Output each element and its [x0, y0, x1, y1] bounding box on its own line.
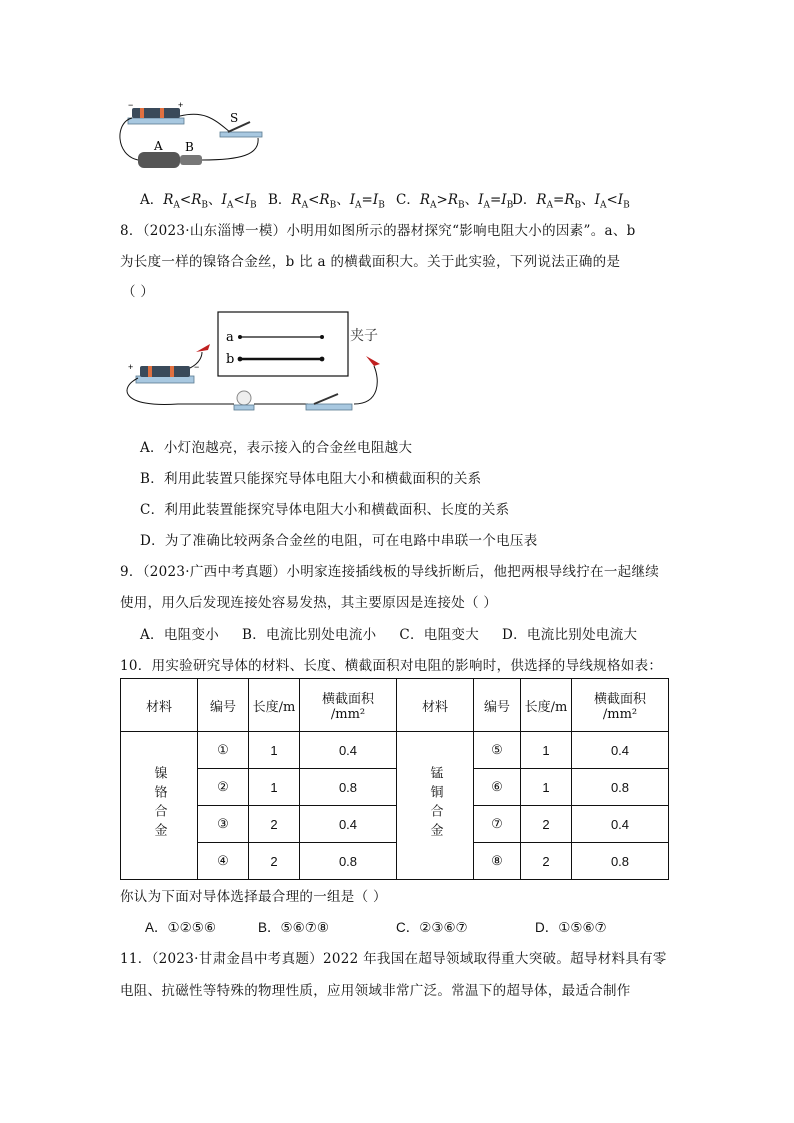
battery-plus: +: [178, 100, 184, 110]
q7-option-d: D．$R_A=R_B$、$I_A<I_B$: [512, 192, 630, 211]
q7-option-c-letter: C．: [396, 192, 420, 208]
battery-minus-8: −: [194, 362, 200, 372]
header-area-2: 横截面积 /mm²: [572, 679, 669, 732]
cell-length: 2: [521, 843, 572, 880]
header-area-unit: /mm²: [330, 707, 366, 722]
header-id-2: 编号: [474, 679, 521, 732]
cell-area: 0.8: [300, 769, 397, 806]
q9-line-1: 9．（2023·广西中考真题）小明家连接插线板的导线折断后，他把两根导线拧在一起继续: [120, 564, 660, 580]
q10-option-a: A．①②⑤⑥: [145, 920, 216, 936]
q8-line-2: 为长度一样的镍铬合金丝，b 比 a 的横截面积大。关于此实验，下列说法正确的是: [120, 254, 621, 270]
cell-id: ④: [198, 843, 249, 880]
wire-b-label: b: [226, 352, 235, 367]
cell-id: ⑥: [474, 769, 521, 806]
header-material: 材料: [121, 679, 198, 732]
right-clip-icon: [366, 356, 380, 366]
q7-option-b: B．$R_A<R_B$、$I_A=I_B$: [268, 192, 385, 211]
q9-line-2: 使用，用久后发现连接处容易发热，其主要原因是连接处（ ）: [120, 595, 498, 611]
q8-option-c: C．利用此装置能探究导体电阻大小和横截面积、长度的关系: [140, 502, 510, 518]
cell-length: 2: [249, 806, 300, 843]
cell-length: 2: [249, 843, 300, 880]
switch-label: S: [230, 111, 239, 125]
battery-body: [132, 108, 180, 118]
header-length-2: 长度/m: [521, 679, 572, 732]
table-row: [121, 769, 669, 806]
cell-length: 1: [249, 769, 300, 806]
q10-line-1: 10．用实验研究导体的材料、长度、横截面积对电阻的影响时，供选择的导线规格如表：: [120, 658, 663, 674]
q7-option-d-letter: D．: [512, 192, 537, 208]
table-row: [121, 806, 669, 843]
cell-id: ⑦: [474, 806, 521, 843]
header-area: 横截面积 /mm²: [300, 679, 397, 732]
table-header-row: [121, 679, 669, 732]
cell-id: ③: [198, 806, 249, 843]
conductor-spec-table: [120, 678, 669, 880]
switch-base-8: [306, 404, 352, 410]
table-row: [121, 843, 669, 880]
q10-option-b: B．⑤⑥⑦⑧: [258, 920, 329, 936]
q7-option-a-letter: A．: [140, 192, 164, 208]
cell-area: 0.8: [300, 843, 397, 880]
cell-id: ②: [198, 769, 249, 806]
cell-area: 0.4: [300, 732, 397, 769]
bulb-icon: [237, 391, 251, 405]
conductor-b: [180, 155, 202, 165]
cell-area: 0.8: [572, 769, 669, 806]
q7-option-a: A．$R_A<R_B$、$I_A<I_B$: [140, 192, 257, 211]
cell-length: 1: [521, 732, 572, 769]
material-manganin: 锰铜合金: [397, 732, 474, 880]
cell-area: 0.8: [572, 843, 669, 880]
q10-option-d: D．①⑤⑥⑦: [535, 920, 607, 936]
resistor-board: [218, 312, 348, 376]
q8-answer-blank: （ ）: [122, 284, 155, 300]
clip-label: 夹子: [350, 328, 378, 344]
header-length: 长度/m: [249, 679, 300, 732]
cell-length: 2: [521, 806, 572, 843]
cell-id: ①: [198, 732, 249, 769]
q7-circuit-figure: [110, 100, 270, 175]
cell-id: ⑧: [474, 843, 521, 880]
q11-line-2: 电阻、抗磁性等特殊的物理性质，应用领域非常广泛。常温下的超导体，最适合制作: [120, 983, 631, 999]
cell-id: ⑤: [474, 732, 521, 769]
battery-minus: −: [128, 100, 134, 110]
q8-option-a: A．小灯泡越亮，表示接入的合金丝电阻越大: [140, 440, 413, 456]
q9-options: A．电阻变小 B．电流比别处电流小 C．电阻变大 D．电流比别处电流大: [140, 627, 638, 643]
material-nichrome: 镍铬合金: [121, 732, 198, 880]
conductor-a: [138, 152, 180, 168]
q10-option-c: C．②③⑥⑦: [396, 920, 468, 936]
q8-option-b: B．利用此装置只能探究导体电阻大小和横截面积的关系: [140, 471, 482, 487]
battery-base: [128, 118, 184, 124]
q7-option-c: C．$R_A>R_B$、$I_A=I_B$: [396, 192, 514, 211]
q8-circuit-figure: [118, 308, 398, 418]
q11-line-1: 11．（2023·甘肃金昌中考真题）2022 年我国在超导领域取得重大突破。超导材料具有零: [120, 951, 667, 967]
battery-body-8: [140, 366, 190, 377]
cell-area: 0.4: [572, 732, 669, 769]
label-b: B: [185, 140, 194, 154]
left-clip-icon: [196, 344, 210, 352]
q10-question: 你认为下面对导体选择最合理的一组是（ ）: [120, 889, 387, 905]
switch-base: [220, 132, 262, 137]
q8-option-d: D．为了准确比较两条合金丝的电阻，可在电路中串联一个电压表: [140, 533, 538, 549]
header-id: 编号: [198, 679, 249, 732]
cell-length: 1: [521, 769, 572, 806]
q7-option-b-letter: B．: [268, 192, 292, 208]
wire-a-label: a: [226, 330, 234, 345]
cell-area: 0.4: [300, 806, 397, 843]
label-a: A: [154, 139, 163, 153]
cell-length: 1: [249, 732, 300, 769]
q8-line-1: 8．（2023·山东淄博一模）小明用如图所示的器材探究“影响电阻大小的因素”。a、b: [120, 223, 636, 239]
table-row: [121, 732, 669, 769]
cell-area: 0.4: [572, 806, 669, 843]
battery-plus-8: +: [128, 362, 134, 372]
header-material-2: 材料: [397, 679, 474, 732]
